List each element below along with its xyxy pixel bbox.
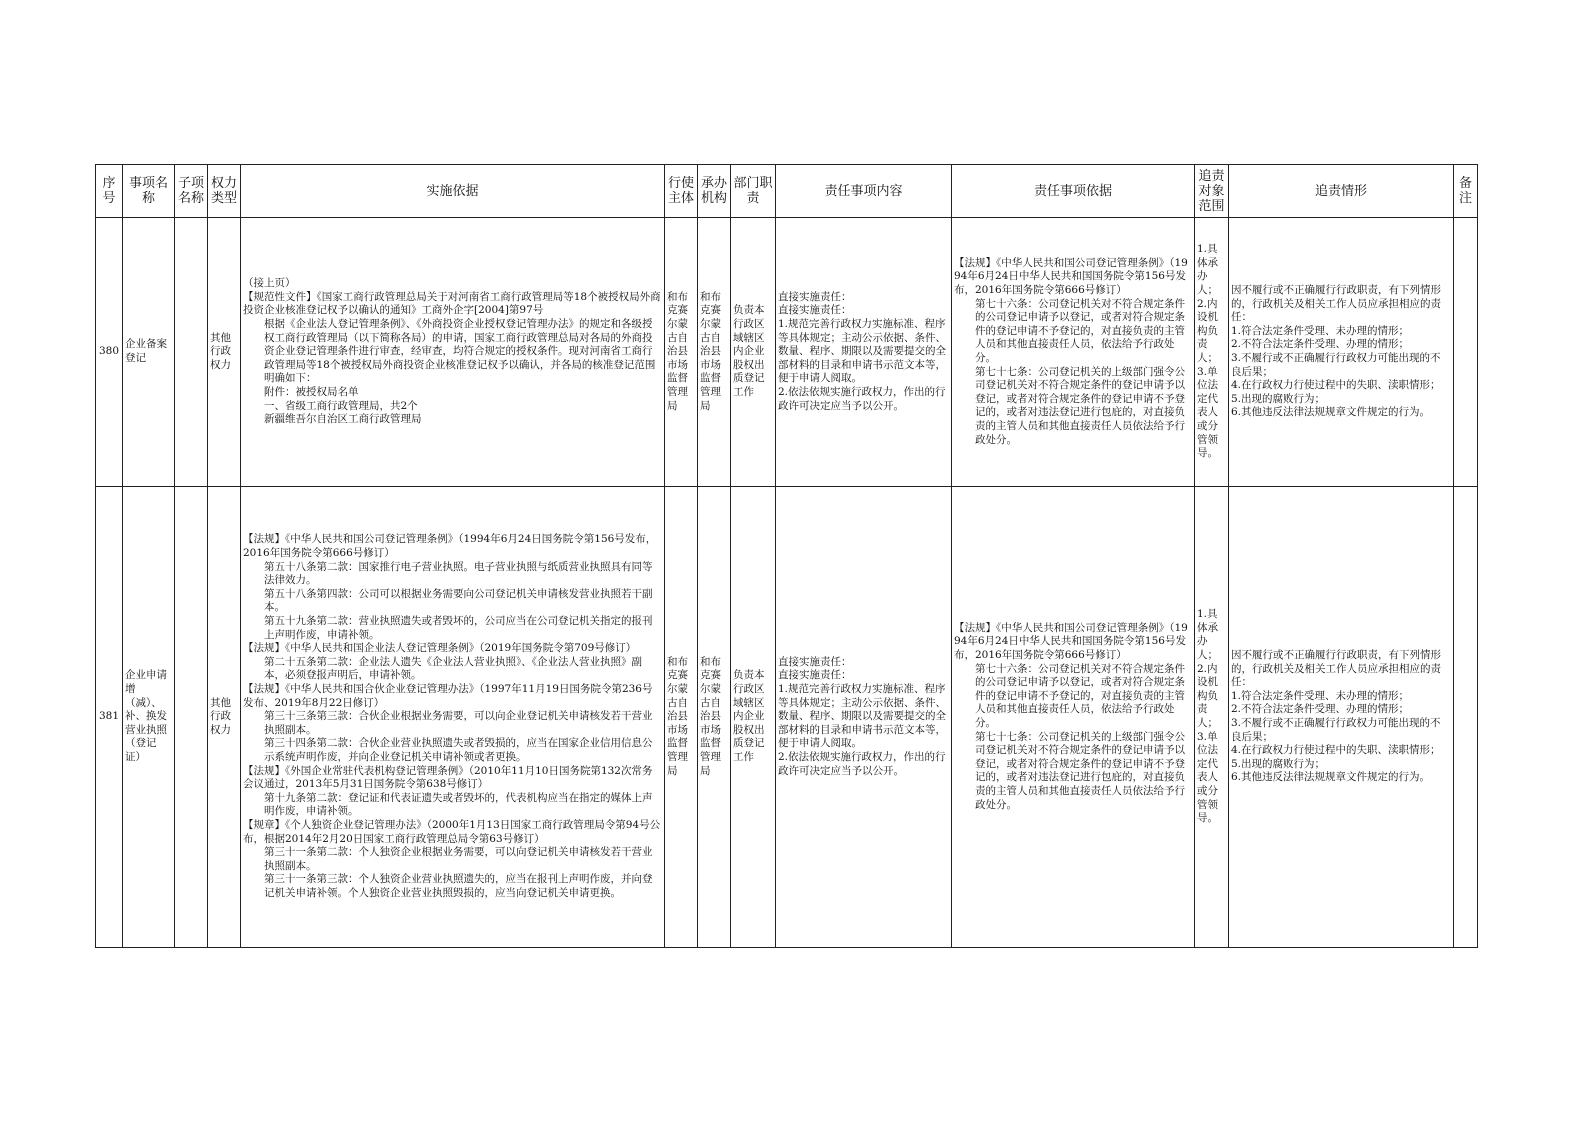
basis-paragraph: 【法规】《中华人民共和国合伙企业登记管理办法》（1997年11月19日国务院令第236号发布、2019年8月22日修订）	[243, 683, 653, 709]
basis-paragraph: 新疆维吾尔自治区工商行政管理局	[264, 413, 422, 426]
responsibility-table	[95, 164, 1478, 948]
header-resp-basis: 责任事项依据	[952, 165, 1195, 218]
basis-paragraph: 第三十一条第三款：个人独资企业营业执照遗失的，应当在报刊上声明作废，并向登记机关申请补领。个人独资企业营业执照毁损的，应当向登记机关申请更换。	[264, 873, 653, 899]
basis-paragraph: （接上页）	[243, 277, 296, 290]
handler-cell: 和布克赛尔蒙古自治县市场监督管理局	[698, 487, 731, 948]
header-scope: 追责对象范围	[1195, 165, 1229, 218]
resp-basis-paragraph: 第七十七条：公司登记机关的上级部门强令公司登记机关对不符合规定条件的登记申请予以登记，或者对符合规定条件的登记申请不予登记的，或者对违法登记进行包庇的，对直接负责的主管人员和其他直接责任人员依法给予行政处分。	[975, 365, 1185, 446]
dept-duty-cell: 负责本行政区域辖区内企业股权出质登记工作	[731, 218, 776, 487]
basis-cell	[241, 218, 665, 487]
remark-cell	[1454, 218, 1478, 487]
basis-paragraph: 根据《企业法人登记管理条例》、《外商投资企业授权登记管理办法》的规定和各级授权工商行政管理局（以下简称各局）的申请，国家工商行政管理总局对各局的外商投资企业登记管理条件进行审查，经审查，均符合规定的授权条件。现对河南省工商行政管理局等18个被授权局外商投资企业核准登记权予以确认，并各局的核准登记范围明确如下：	[264, 318, 656, 385]
header-subject: 行使主体	[665, 165, 698, 218]
header-row	[96, 165, 1478, 218]
circumstances-cell: 因不履行或不正确履行行政职责，有下列情形的，行政机关及相关工作人员应承担相应的责任： 1.符合法定条件受理、未办理的情形； 2.不符合法定条件受理、办理的情形； 3.不履行或不正确履行行政权力可能出现的不良后果； 4.在行政权力行使过程中的失职、渎职情形； 5.出现的腐败行为； 6.其他违反法律法规规章文件规定的行为。	[1229, 218, 1454, 487]
basis-paragraph: 一、省级工商行政管理局，共2个	[264, 399, 418, 412]
basis-paragraph: 【法规】《外国企业常驻代表机构登记管理条例》（2010年11月10日国务院第132次常务会议通过，2013年5月31日国务院令第638号修订）	[243, 764, 653, 791]
table-row	[96, 487, 1478, 948]
basis-paragraph: 附件：被授权局名单	[264, 385, 359, 398]
seq-cell: 381	[96, 487, 123, 948]
header-power-type: 权力类型	[208, 165, 241, 218]
header-basis: 实施依据	[241, 165, 665, 218]
item-name-cell: 企业申请增（减）、补、换发营业执照（登记证）	[123, 487, 175, 948]
subject-cell: 和布克赛尔蒙古自治县市场监督管理局	[665, 487, 698, 948]
resp-basis-paragraph: 第七十六条：公司登记机关对不符合规定条件的公司登记申请予以登记，或者对符合规定条件的登记申请不予登记的，对直接负责的主管人员和其他直接责任人员，依法给予行政处分。	[975, 297, 1185, 364]
header-dept-duty: 部门职责	[731, 165, 776, 218]
remark-cell	[1454, 487, 1478, 948]
basis-paragraph: 【法规】《中华人民共和国公司登记管理条例》（1994年6月24日国务院令第156号发布，2016年国务院令第666号修订）	[243, 533, 657, 560]
basis-cell	[241, 487, 665, 948]
header-seq: 序号	[96, 165, 123, 218]
subject-cell: 和布克赛尔蒙古自治县市场监督管理局	[665, 218, 698, 487]
basis-paragraph: 【法规】《中华人民共和国企业法人登记管理条例》（2019年国务院令第709号修订）	[243, 642, 637, 655]
power-type-cell: 其他行政权力	[208, 487, 241, 948]
scope-cell: 1.具体承办人； 2.内设机构负责人； 3.单位法定代表人或分管领导。	[1195, 487, 1229, 948]
resp-content-cell: 直接实施责任： 直接实施责任： 1.规范完善行政权力实施标准、程序等具体规定；主动公示依据、条件、数量、程序、期限以及需要提交的全部材料的目录和申请书示范文本等，便于申请人阅取。 2.依法依规实施行政权力，作出的行政许可决定应当予以公开。	[776, 218, 952, 487]
basis-paragraph: 第五十八条第二款：国家推行电子营业执照。电子营业执照与纸质营业执照具有同等法律效力。	[264, 560, 653, 587]
resp-basis-paragraph: 【法规】《中华人民共和国公司登记管理条例》（1994年6月24日中华人民共和国国务院令第156号发布，2016年国务院令第666号修订）	[954, 621, 1188, 662]
power-type-cell: 其他行政权力	[208, 218, 241, 487]
basis-paragraph: 【规范性文件】《国家工商行政管理总局关于对河南省工商行政管理局等18个被授权局外商投资企业核准登记权予以确认的通知》工商外企字[2004]第97号	[243, 290, 661, 317]
header-remark: 备注	[1454, 165, 1478, 218]
resp-content-cell: 直接实施责任： 直接实施责任： 1.规范完善行政权力实施标准、程序等具体规定；主动公示依据、条件、数量、程序、期限以及需要提交的全部材料的目录和申请书示范文本等，便于申请人阅取。 2.依法依规实施行政权力，作出的行政许可决定应当予以公开。	[776, 487, 952, 948]
item-name-cell: 企业备案登记	[123, 218, 175, 487]
resp-basis-paragraph: 第七十七条：公司登记机关的上级部门强令公司登记机关对不符合规定条件的登记申请予以登记，或者对符合规定条件的登记申请不予登记的，或者对违法登记进行包庇的，对直接负责的主管人员和其他直接责任人员依法给予行政处分。	[975, 730, 1185, 811]
basis-paragraph: 第三十一条第二款：个人独资企业根据业务需要，可以向登记机关申请核发若干营业执照副本。	[264, 846, 653, 872]
header-resp-content: 责任事项内容	[776, 165, 952, 218]
basis-paragraph: 【规章】《个人独资企业登记管理办法》（2000年1月13日国家工商行政管理局令第94号公布，根据2014年2月20日国家工商行政管理总局令第63号修订）	[243, 818, 661, 845]
basis-paragraph: 第三十三条第三款：合伙企业根据业务需要，可以向企业登记机关申请核发若干营业执照副本。	[264, 710, 653, 736]
resp-basis-cell	[952, 487, 1195, 948]
header-handler: 承办机构	[698, 165, 731, 218]
sub-item-cell	[175, 487, 208, 948]
basis-paragraph: 第二十五条第二款：企业法人遗失《企业法人营业执照》、《企业法人营业执照》副本，必须登报声明后，申请补领。	[264, 655, 642, 682]
header-circumstances: 追责情形	[1229, 165, 1454, 218]
resp-basis-paragraph: 【法规】《中华人民共和国公司登记管理条例》（1994年6月24日中华人民共和国国务院令第156号发布，2016年国务院令第666号修订）	[954, 256, 1188, 297]
sub-item-cell	[175, 218, 208, 487]
scope-cell: 1.具体承办人； 2.内设机构负责人； 3.单位法定代表人或分管领导。	[1195, 218, 1229, 487]
basis-paragraph: 第三十四条第二款：合伙企业营业执照遗失或者毁损的，应当在国家企业信用信息公示系统声明作废，并向企业登记机关申请补领或者更换。	[264, 737, 653, 763]
seq-cell: 380	[96, 218, 123, 487]
resp-basis-cell	[952, 218, 1195, 487]
handler-cell: 和布克赛尔蒙古自治县市场监督管理局	[698, 218, 731, 487]
resp-basis-paragraph: 第七十六条：公司登记机关对不符合规定条件的公司登记申请予以登记，或者对符合规定条件的登记申请不予登记的，对直接负责的主管人员和其他直接责任人员，依法给予行政处分。	[975, 662, 1185, 729]
basis-paragraph: 第五十八条第四款：公司可以根据业务需要向公司登记机关申请核发营业执照若干副本。	[264, 587, 653, 614]
circumstances-cell: 因不履行或不正确履行行政职责，有下列情形的，行政机关及相关工作人员应承担相应的责任： 1.符合法定条件受理、未办理的情形； 2.不符合法定条件受理、办理的情形； 3.不履行或不正确履行行政权力可能出现的不良后果； 4.在行政权力行使过程中的失职、渎职情形； 5.出现的腐败行为； 6.其他违反法律法规规章文件规定的行为。	[1229, 487, 1454, 948]
basis-paragraph: 第十九条第二款：登记证和代表证遗失或者毁坏的，代表机构应当在指定的媒体上声明作废，申请补领。	[264, 791, 653, 818]
basis-paragraph: 第五十九条第二款：营业执照遗失或者毁坏的，公司应当在公司登记机关指定的报刊上声明作废，申请补领。	[264, 615, 653, 641]
header-item-name: 事项名称	[123, 165, 175, 218]
table-row	[96, 218, 1478, 487]
dept-duty-cell: 负责本行政区域辖区内企业股权出质登记工作	[731, 487, 776, 948]
header-sub-item: 子项名称	[175, 165, 208, 218]
